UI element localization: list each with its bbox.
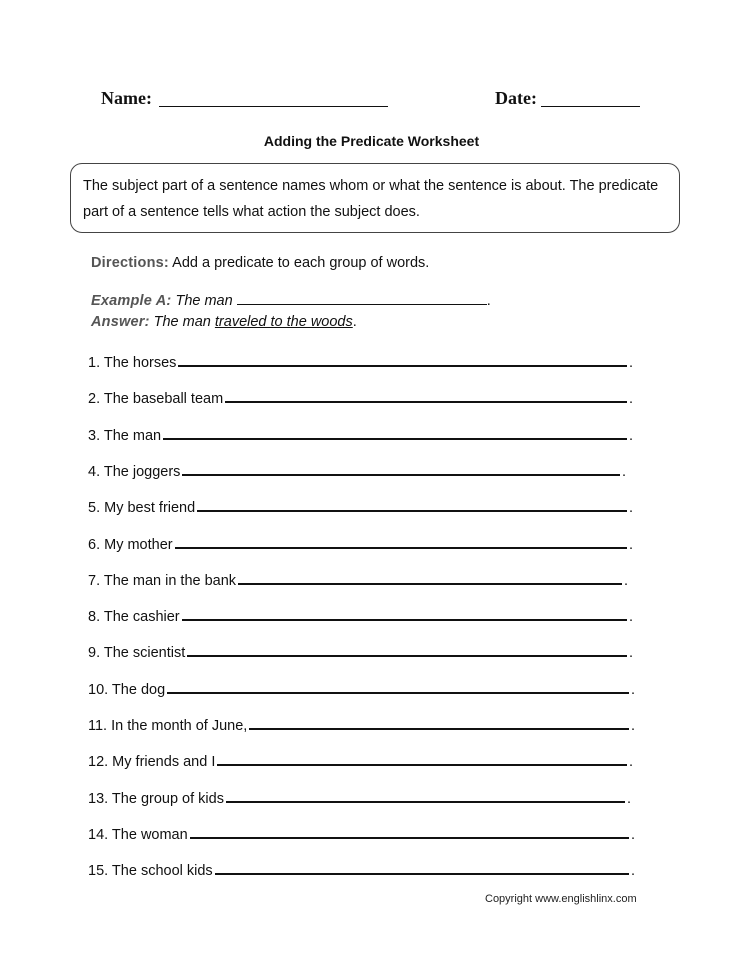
list-item [88,785,631,807]
item-period: . [630,718,635,734]
item-prompt: 10. The dog [88,682,166,698]
item-prompt: 1. The horses [88,355,177,371]
list-item [88,385,633,407]
item-prompt: 5. My best friend [88,500,196,516]
item-prompt: 2. The baseball team [88,391,224,407]
list-item [88,567,628,589]
intro-text: The subject part of a sentence names whom or what the sentence is about. The predicate part of a sentence tells what action the subject does. [83,178,659,220]
answer-text: traveled to the woods [214,314,353,330]
directions-text: Add a predicate to each group of words. [172,255,430,271]
item-prompt: 9. The scientist [88,645,186,661]
item-prompt: 14. The woman [88,827,188,843]
item-period: . [621,464,626,480]
name-label: Name: [101,88,152,108]
date-label: Date: [495,88,537,108]
item-prompt: 15. The school kids [88,863,213,879]
answer-line[interactable] [190,837,629,839]
list-item [88,821,635,843]
item-prompt: 13. The group of kids [88,791,224,807]
list-item [88,458,626,480]
item-period: . [628,754,633,770]
example-row [91,290,491,309]
item-period: . [628,500,633,516]
answer-line[interactable] [225,401,627,403]
item-period: . [628,645,633,661]
worksheet-title: Adding the Predicate Worksheet [263,133,480,149]
item-period: . [630,682,635,698]
answer-line[interactable] [238,583,622,585]
list-item [88,857,635,879]
directions-label: Directions: [91,255,169,271]
item-period: . [626,791,631,807]
name-field[interactable] [159,88,388,107]
item-period: . [628,609,633,625]
answer-row [91,314,357,330]
answer-line[interactable] [215,873,629,875]
list-item [88,712,635,734]
copyright-text: Copyright www.englishlinx.com [485,893,637,905]
item-period: . [630,827,635,843]
answer-line[interactable] [217,764,627,766]
list-item [88,748,633,770]
answer-period: . [352,314,357,330]
answer-line[interactable] [249,728,629,730]
item-prompt: 8. The cashier [88,609,180,625]
example-label: Example A: [91,293,172,309]
item-prompt: 7. The man in the bank [88,573,237,589]
example-text: The man [175,293,233,309]
list-item [88,531,633,553]
item-prompt: 12. My friends and I [88,754,216,770]
item-prompt: 4. The joggers [88,464,181,480]
item-period: . [628,391,633,407]
date-field[interactable] [541,88,640,107]
item-period: . [623,573,628,589]
item-period: . [628,355,633,371]
intro-box [70,163,680,233]
answer-line[interactable] [178,365,627,367]
list-item [88,603,633,625]
answer-line[interactable] [226,801,625,803]
list-item [88,494,633,516]
answer-line[interactable] [163,438,627,440]
answer-prefix: The man [153,314,211,330]
answer-line[interactable] [175,547,627,549]
answer-line[interactable] [167,692,629,694]
list-item [88,639,633,661]
answer-line[interactable] [197,510,627,512]
answer-label: Answer: [91,314,150,330]
answer-line[interactable] [182,619,627,621]
directions-row [91,255,429,271]
example-blank [237,290,487,305]
item-prompt: 6. My mother [88,537,173,553]
example-period: . [486,293,491,309]
item-prompt: 3. The man [88,428,162,444]
header-row [0,88,743,112]
item-period: . [630,863,635,879]
list-item [88,349,633,371]
answer-line[interactable] [187,655,627,657]
item-prompt: 11. In the month of June, [88,718,248,734]
list-item [88,422,633,444]
list-item [88,676,635,698]
answer-line[interactable] [182,474,620,476]
item-period: . [628,428,633,444]
item-period: . [628,537,633,553]
